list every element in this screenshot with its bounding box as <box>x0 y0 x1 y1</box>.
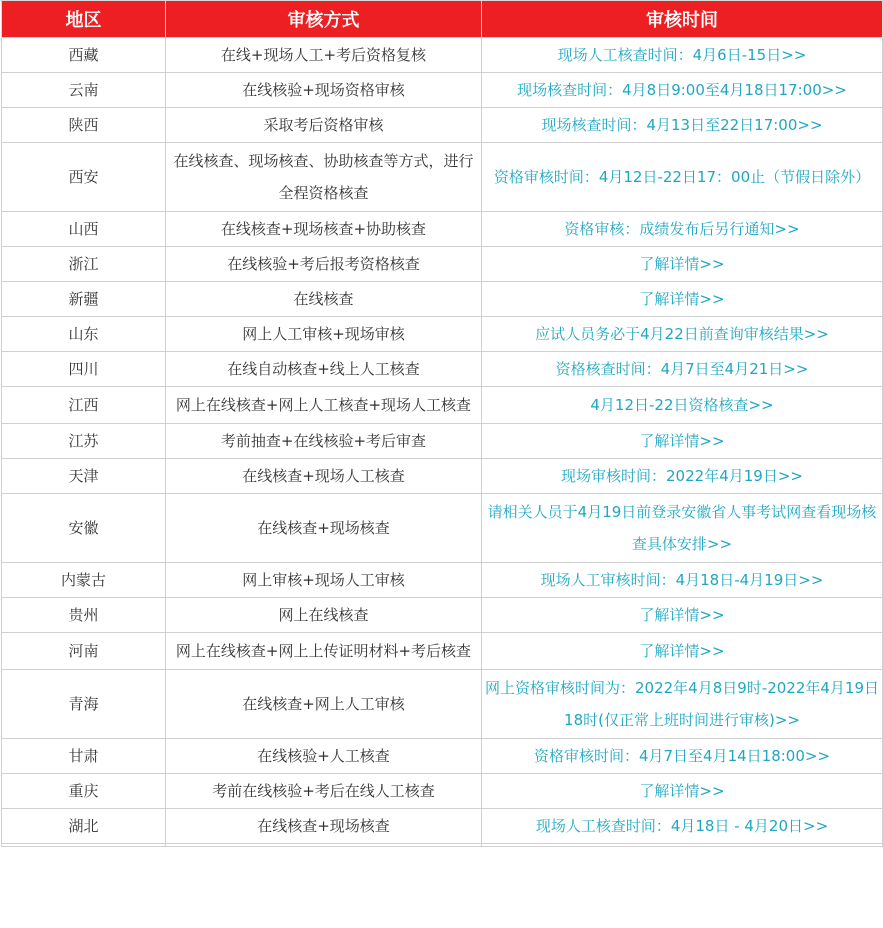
timing-link[interactable]: 了解详情>> <box>639 642 725 660</box>
timing-cell <box>482 108 883 143</box>
region-cell: 云南 <box>2 73 166 108</box>
timing-link[interactable]: 现场人工核查时间：4月6日-15日>> <box>557 46 807 64</box>
method-cell: 网上审核+现场人工审核 <box>166 563 482 598</box>
timing-cell <box>482 670 883 739</box>
timing-cell <box>482 844 883 847</box>
method-cell: 在线核查、现场核查、协助核查等方式，进行全程资格核查 <box>166 143 482 212</box>
method-cell: 在线核验+考后报考资格核查 <box>166 247 482 282</box>
table-row <box>2 424 883 459</box>
timing-cell <box>482 247 883 282</box>
timing-link[interactable]: 资格审核时间：4月7日至4月14日18:00>> <box>533 747 831 765</box>
region-cell: 安徽 <box>2 494 166 563</box>
region-cell: 江苏 <box>2 424 166 459</box>
table-row <box>2 844 883 847</box>
table-row <box>2 352 883 387</box>
region-cell: 贵州 <box>2 598 166 633</box>
timing-link[interactable]: 资格审核时间：4月12日-22日17：00止（节假日除外） <box>493 168 871 186</box>
table-header-row <box>2 1 883 38</box>
timing-link[interactable]: 现场人工审核时间：4月18日-4月19日>> <box>540 571 824 589</box>
timing-cell <box>482 774 883 809</box>
region-cell: 重庆 <box>2 774 166 809</box>
timing-link[interactable]: 了解详情>> <box>639 290 725 308</box>
method-cell: 在线核验+现场资格审核 <box>166 73 482 108</box>
method-cell: 在线核查+现场核查 <box>166 809 482 844</box>
table-row <box>2 739 883 774</box>
table-row <box>2 212 883 247</box>
timing-cell <box>482 212 883 247</box>
region-cell: 青海 <box>2 670 166 739</box>
timing-cell <box>482 459 883 494</box>
timing-cell <box>482 282 883 317</box>
table-row <box>2 282 883 317</box>
table-row <box>2 247 883 282</box>
timing-link[interactable]: 了解详情>> <box>639 432 725 450</box>
method-cell: 网上在线核查+网上人工核查+现场人工核查 <box>166 387 482 424</box>
region-cell: 湖北 <box>2 809 166 844</box>
method-cell: 在线自动核查+线上人工核查 <box>166 352 482 387</box>
timing-cell <box>482 143 883 212</box>
table-row <box>2 108 883 143</box>
timing-link[interactable]: 了解详情>> <box>639 255 725 273</box>
method-cell: 考前在线核验+考后在线人工核查 <box>166 774 482 809</box>
timing-cell <box>482 387 883 424</box>
region-cell: 陕西 <box>2 108 166 143</box>
timing-link[interactable]: 现场审核时间：2022年4月19日>> <box>561 467 803 485</box>
timing-link[interactable]: 资格审核：成绩发布后另行通知>> <box>564 220 800 238</box>
timing-cell <box>482 424 883 459</box>
timing-link[interactable]: 4月12日-22日资格核查>> <box>590 396 774 414</box>
timing-cell <box>482 352 883 387</box>
region-cell: 山西 <box>2 212 166 247</box>
timing-cell <box>482 633 883 670</box>
method-cell: 在线核查+现场人工核查 <box>166 459 482 494</box>
method-cell: 在线+现场人工+考后资格复核 <box>166 38 482 73</box>
region-cell: 甘肃 <box>2 739 166 774</box>
timing-cell <box>482 598 883 633</box>
region-cell: 西藏 <box>2 38 166 73</box>
table-row <box>2 633 883 670</box>
header-region: 地区 <box>2 1 166 38</box>
timing-link[interactable]: 了解详情>> <box>639 782 725 800</box>
region-cell: 山东 <box>2 317 166 352</box>
method-cell: 采取考后资格审核 <box>166 108 482 143</box>
table-row <box>2 73 883 108</box>
table-row <box>2 494 883 563</box>
timing-link[interactable]: 了解详情>> <box>639 606 725 624</box>
region-cell: 河南 <box>2 633 166 670</box>
timing-link[interactable]: 请相关人员于4月19日前登录安徽省人事考试网查看现场核查具体安排>> <box>487 503 877 553</box>
timing-link[interactable]: 资格核查时间：4月7日至4月21日>> <box>555 360 809 378</box>
table-row <box>2 774 883 809</box>
method-cell: 在线核查+现场核查+协助核查 <box>166 212 482 247</box>
method-cell: 网上人工审核+现场审核 <box>166 317 482 352</box>
table-row <box>2 598 883 633</box>
method-cell <box>166 844 482 847</box>
review-schedule-table <box>1 0 883 847</box>
timing-cell <box>482 38 883 73</box>
table-row <box>2 387 883 424</box>
method-cell: 在线核查+现场核查 <box>166 494 482 563</box>
region-cell: 西安 <box>2 143 166 212</box>
region-cell: 内蒙古 <box>2 563 166 598</box>
timing-cell <box>482 809 883 844</box>
timing-link[interactable]: 现场人工核查时间：4月18日 - 4月20日>> <box>535 817 829 835</box>
timing-cell <box>482 494 883 563</box>
timing-cell <box>482 73 883 108</box>
region-cell: 天津 <box>2 459 166 494</box>
table-row <box>2 38 883 73</box>
method-cell: 在线核查 <box>166 282 482 317</box>
timing-cell <box>482 739 883 774</box>
method-cell: 在线核验+人工核查 <box>166 739 482 774</box>
timing-cell <box>482 563 883 598</box>
region-cell: 四川 <box>2 352 166 387</box>
region-cell: 浙江 <box>2 247 166 282</box>
timing-link[interactable]: 现场核查时间：4月13日至22日17:00>> <box>541 116 823 134</box>
method-cell: 网上在线核查+网上上传证明材料+考后核查 <box>166 633 482 670</box>
method-cell: 在线核查+网上人工审核 <box>166 670 482 739</box>
region-cell: 江西 <box>2 387 166 424</box>
table-row <box>2 459 883 494</box>
header-timing: 审核时间 <box>482 1 883 38</box>
table-row <box>2 809 883 844</box>
table-row <box>2 563 883 598</box>
table-row <box>2 143 883 212</box>
region-cell: 新疆 <box>2 282 166 317</box>
timing-link[interactable]: 网上资格审核时间为：2022年4月8日9时-2022年4月19日18时(仅正常上班时间进行审核)>> <box>484 679 880 729</box>
method-cell: 考前抽查+在线核验+考后审查 <box>166 424 482 459</box>
table-row <box>2 317 883 352</box>
timing-cell <box>482 317 883 352</box>
region-cell <box>2 844 166 847</box>
timing-link[interactable]: 应试人员务必于4月22日前查询审核结果>> <box>535 325 829 343</box>
timing-link[interactable]: 现场核查时间：4月8日9:00至4月18日17:00>> <box>517 81 847 99</box>
table-row <box>2 670 883 739</box>
header-method: 审核方式 <box>166 1 482 38</box>
method-cell: 网上在线核查 <box>166 598 482 633</box>
